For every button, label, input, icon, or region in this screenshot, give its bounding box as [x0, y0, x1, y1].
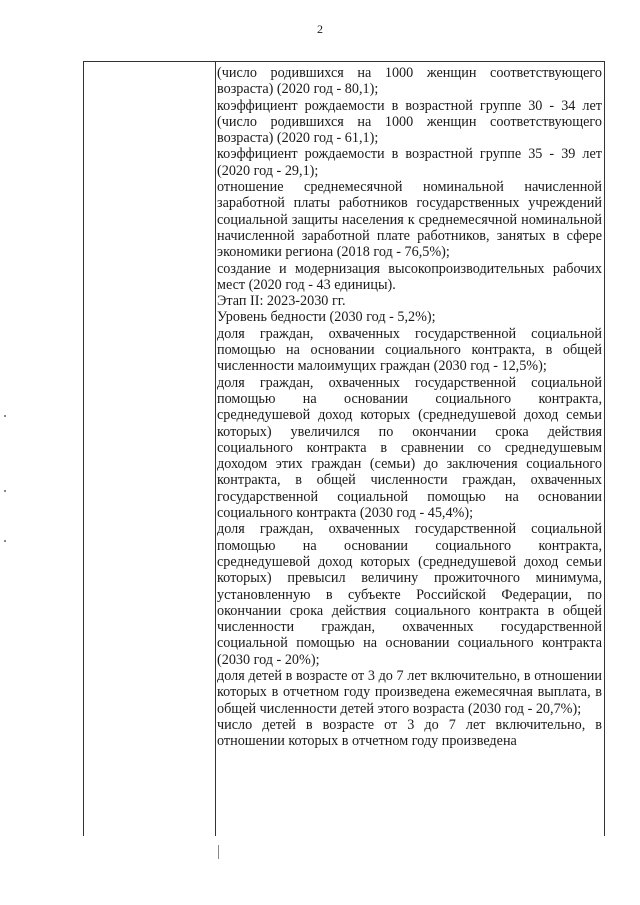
table-right-cell — [217, 65, 602, 749]
paragraph: отношение среднемесячной номинальной начисленной заработной платы работников государственных учреждений социальной защиты населения к среднемесячной номинальной начисленной заработной плате работников, занятых в сфере экономики региона (2018 год - 76,5%); — [217, 179, 602, 261]
paragraph: коэффициент рождаемости в возрастной группе 30 - 34 лет (число родившихся на 1000 женщин соответствующего возраста) (2020 год - 61,1); — [217, 97, 602, 147]
paragraph: доля детей в возрасте от 3 до 7 лет включительно, в отношении которых в отчетном году произведена ежемесячная выплата, в общей численности детей этого возраста (2030 год - 20,7%); — [217, 667, 602, 717]
page-number: 2 — [317, 22, 323, 36]
paragraph: число детей в возрасте от 3 до 7 лет включительно, в отношении которых в отчетном году произведена — [217, 716, 602, 750]
paragraph: Уровень бедности (2030 год - 5,2%); — [217, 309, 436, 326]
paragraph: коэффициент рождаемости в возрастной группе 35 - 39 лет (2020 год - 29,1); — [217, 146, 602, 179]
scan-speck — [4, 540, 6, 542]
scan-speck — [4, 415, 6, 417]
table-column-divider — [215, 62, 216, 836]
document-table — [83, 61, 605, 836]
paragraph: доля граждан, охваченных государственной социальной помощью на основании социального контракта, среднедушевой доход которых (среднедушевой доход семьи которых) превысил величину прожиточного минимума, установленную в субъекте Российской Федерации, по окончании срока действия социального контракта в общей численности граждан, охваченных государственной социальной помощью на основании социального контракта (2030 год - 20%); — [217, 521, 602, 668]
paragraph: доля граждан, охваченных государственной социальной помощью на основании социального контракта, среднедушевой доход которых (среднедушевой доход семьи которых) увеличился по окончании срока действия социального контракта в сравнении со среднедушевым доходом этих граждан (семьи) до заключения социального контракта, в общей численности граждан, охваченных государственной социальной помощью на основании социального контракта (2030 год - 45,4%); — [217, 374, 602, 522]
paragraph: (число родившихся на 1000 женщин соответствующего возраста) (2020 год - 80,1); — [217, 65, 602, 98]
table-left-cell — [84, 62, 215, 836]
paragraph: создание и модернизация высокопроизводительных рабочих мест (2020 год - 43 единицы). — [217, 260, 602, 293]
stage-heading: Этап II: 2023-2030 гг. — [217, 293, 346, 310]
scan-speck — [4, 490, 6, 492]
paragraph: доля граждан, охваченных государственной социальной помощью на основании социального контракта, в общей численности малоимущих граждан (2030 год - 12,5%); — [217, 325, 602, 375]
scan-artifact — [218, 845, 219, 859]
